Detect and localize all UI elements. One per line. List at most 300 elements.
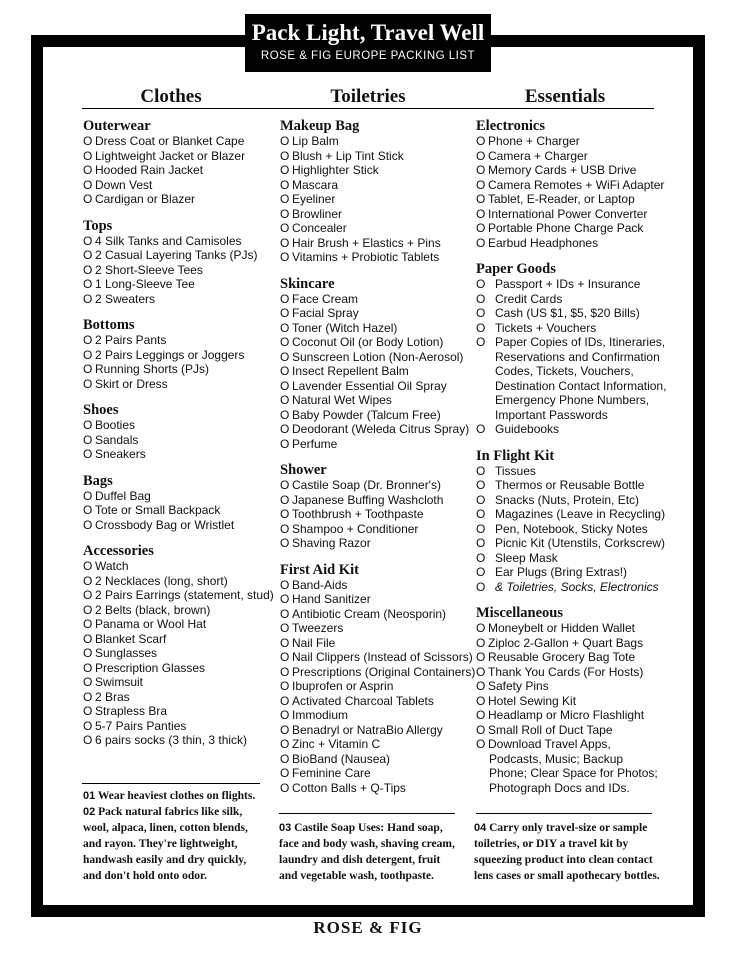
checkbox-icon: O [83, 733, 93, 747]
item-label: Immodium [292, 708, 349, 722]
item-label: Prescriptions (Original Containers) [292, 664, 476, 679]
checkbox-icon: O [476, 163, 486, 177]
item-label: Swimsuit [95, 675, 144, 689]
checklist [280, 478, 460, 551]
checklist [476, 621, 656, 737]
list-item [83, 277, 263, 292]
item-label: 5-7 Pairs Panties [95, 718, 187, 733]
checkbox-icon: O [476, 306, 486, 320]
checkbox-icon: O [476, 565, 486, 579]
item-label: 2 Casual Layering Tanks (PJs) [95, 248, 258, 262]
note-text: squeezing product into clean contact [474, 854, 653, 866]
checklist [280, 291, 470, 452]
item-label: Skirt or Dress [95, 376, 168, 391]
item-label: Tweezers [292, 621, 344, 635]
checkbox-icon: O [476, 277, 486, 291]
item-label: Toner (Witch Hazel) [292, 320, 398, 335]
checkbox-icon: O [476, 722, 486, 737]
note-line [83, 788, 263, 804]
item-label: Tissues [495, 463, 536, 478]
checkbox-icon: O [476, 291, 486, 306]
list-item [280, 737, 460, 752]
checkbox-icon: O [83, 262, 93, 277]
item-label: Activated Charcoal Tablets [292, 693, 434, 708]
list-item [83, 418, 263, 433]
checkbox-icon: O [476, 206, 486, 221]
checkbox-icon: O [83, 559, 93, 573]
checkbox-icon: O [83, 447, 93, 461]
list-item [280, 221, 460, 236]
checkbox-icon: O [280, 679, 290, 693]
item-label: Earbud Headphones [488, 235, 599, 250]
checkbox-icon: O [280, 407, 290, 422]
checkbox-icon: O [83, 248, 93, 262]
item-label: Nail File [292, 635, 336, 650]
section-title: Shoes [83, 402, 119, 418]
list-item [476, 177, 665, 193]
tip-note-4 [474, 820, 664, 884]
item-label: Benadryl or NatraBio Allergy [292, 722, 443, 737]
item-label: Cotton Balls + Q-Tips [292, 780, 406, 795]
section-miscellaneous [476, 605, 656, 795]
list-item [83, 489, 263, 504]
page-subtitle: ROSE & FIG EUROPE PACKING LIST [260, 50, 476, 62]
list-item [476, 221, 656, 236]
checkbox-icon: O [83, 277, 93, 291]
checkbox-icon: O [83, 503, 93, 517]
list-item [83, 348, 263, 363]
item-label: Snacks (Nuts, Protein, Etc) [495, 492, 640, 507]
note-number: 02 [83, 806, 96, 818]
checkbox-icon: O [83, 418, 93, 432]
checkbox-icon: O [83, 333, 93, 347]
item-label: Castile Soap (Dr. Bronner's) [292, 478, 442, 492]
checkbox-icon: O [280, 206, 290, 221]
checkbox-icon: O [83, 718, 93, 733]
checkbox-icon: O [83, 573, 93, 588]
item-label: Memory Cards + USB Drive [488, 163, 637, 177]
checkbox-icon: O [476, 550, 486, 565]
checkbox-icon: O [476, 221, 486, 235]
checkbox-icon: O [476, 192, 486, 206]
list-item [280, 408, 460, 423]
checkbox-icon: O [280, 235, 290, 250]
list-item [83, 503, 263, 518]
checkbox-icon: O [476, 148, 486, 163]
list-item [280, 636, 460, 651]
list-item [476, 134, 656, 149]
checkbox-icon: O [476, 177, 486, 192]
list-item [83, 178, 263, 193]
list-item [280, 694, 460, 709]
item-label: BioBand (Nausea) [292, 751, 391, 766]
note-text: and don't hold onto odor. [83, 870, 207, 882]
list-item [280, 134, 460, 149]
item-label: Hooded Rain Jacket [95, 163, 204, 177]
checklist [83, 333, 263, 391]
list-item [83, 292, 263, 307]
item-label: Lightweight Jacket or Blazer [95, 148, 246, 163]
item-label: Tote or Small Backpack [95, 503, 221, 517]
list-item [476, 163, 656, 178]
checkbox-icon: O [476, 635, 486, 650]
list-item [476, 335, 666, 350]
checkbox-icon: O [280, 221, 290, 235]
list-item [83, 433, 263, 448]
item-label: Hotel Sewing Kit [488, 693, 577, 708]
item-label: 1 Long-Sleeve Tee [95, 277, 195, 291]
checkbox-icon: O [280, 722, 290, 737]
list-item [280, 349, 464, 365]
toiletries-column [280, 118, 476, 806]
item-label: Magazines (Leave in Recycling) [495, 507, 666, 521]
section-outerwear [83, 118, 263, 207]
checkbox-icon: O [476, 579, 486, 594]
list-item [476, 723, 656, 738]
section-title: Bottoms [83, 317, 135, 333]
checkbox-icon: O [83, 631, 93, 646]
checkbox-icon: O [280, 592, 290, 606]
checkbox-icon: O [280, 577, 290, 592]
note-text: and rayon. They're lightweight, [83, 838, 238, 850]
list-item [476, 679, 656, 694]
item-label: 2 Pairs Earrings (statement, stud) [95, 588, 274, 602]
section-title: Accessories [83, 543, 154, 559]
list-item [476, 236, 656, 251]
item-label: Thermos or Reusable Bottle [495, 478, 645, 492]
item-label: Thank You Cards (For Hosts) [488, 664, 644, 679]
note-text: lens cases or small apothecary bottles. [474, 870, 660, 882]
section-shower [280, 462, 460, 551]
checkbox-icon: O [83, 148, 93, 163]
item-continuation: Podcasts, Music; Backup [489, 751, 624, 766]
checkbox-icon: O [83, 588, 93, 602]
checkbox-icon: O [280, 148, 290, 163]
section-first-aid-kit [280, 561, 476, 796]
checkbox-icon: O [476, 492, 486, 507]
list-item [83, 617, 263, 632]
section-title: Shower [280, 462, 327, 478]
item-label: Nail Clippers (Instead of Scissors) [292, 650, 473, 664]
checklist [83, 134, 263, 207]
checkbox-icon: O [280, 766, 290, 780]
item-label: Credit Cards [495, 291, 563, 306]
item-label: Sneakers [95, 447, 146, 461]
list-item [280, 192, 460, 207]
list-item [280, 650, 473, 665]
tip-note-1-2 [83, 788, 263, 884]
item-label: Reusable Grocery Bag Tote [488, 650, 636, 664]
section-bottoms [83, 317, 263, 391]
list-item [83, 675, 263, 690]
section-paper-goods [476, 261, 667, 437]
checkbox-icon: O [476, 320, 486, 335]
checklist [476, 463, 666, 580]
checkbox-icon: O [476, 507, 486, 521]
note-text: Wear heaviest clothes on flights. [97, 790, 256, 802]
section-title: Paper Goods [476, 261, 556, 277]
item-label: Vitamins + Probiotic Tablets [292, 250, 440, 264]
checkbox-icon: O [280, 163, 290, 177]
list-item [83, 632, 263, 647]
section-title: Makeup Bag [280, 118, 360, 134]
section-electronics [476, 118, 665, 250]
checklist [280, 134, 460, 265]
list-item [280, 664, 476, 680]
item-label: Sunscreen Lotion (Non-Aerosol) [292, 349, 464, 364]
checkbox-icon: O [83, 177, 93, 192]
checkbox-icon: O [280, 650, 290, 664]
item-label: Deodorant (Weleda Citrus Spray) [292, 422, 470, 436]
note-line [474, 820, 664, 836]
list-item [476, 621, 656, 636]
checkbox-icon: O [83, 704, 93, 718]
list-item [476, 708, 656, 723]
checkbox-icon: O [280, 751, 290, 766]
item-label: Baby Powder (Talcum Free) [292, 407, 441, 422]
note-number: 04 [474, 822, 487, 834]
item-label: Download Travel Apps, [488, 737, 611, 751]
item-continuation: Emergency Phone Numbers, [495, 393, 650, 407]
list-item [280, 306, 460, 321]
item-label: 4 Silk Tanks and Camisoles [95, 233, 242, 248]
item-label: Shaving Razor [292, 536, 371, 550]
item-label: Running Shorts (PJs) [95, 362, 210, 376]
list-item [280, 493, 460, 508]
checkbox-icon: O [476, 335, 486, 349]
checkbox-icon: O [83, 432, 93, 447]
item-label: & Toiletries, Socks, Electronics [495, 579, 659, 594]
checkbox-icon: O [280, 693, 290, 708]
list-item [476, 464, 656, 479]
item-label: Portable Phone Charge Pack [488, 221, 644, 235]
list-item [280, 393, 460, 408]
note-text: laundry and dish detergent, fruit [279, 854, 441, 866]
list-item [476, 478, 656, 493]
item-label: Japanese Buffing Washcloth [292, 492, 444, 507]
list-item [280, 478, 460, 493]
checkbox-icon: O [280, 134, 290, 148]
checkbox-icon: O [280, 780, 290, 795]
list-item [280, 752, 460, 767]
checkbox-icon: O [83, 192, 93, 206]
section-tops [83, 218, 263, 307]
checklist [280, 577, 476, 796]
checkbox-icon: O [83, 517, 93, 532]
checkbox-icon: O [280, 737, 290, 751]
checkbox-icon: O [280, 177, 290, 192]
list-item [476, 536, 666, 551]
list-item [280, 250, 460, 265]
item-label: Mascara [292, 177, 339, 192]
checkbox-icon: O [476, 521, 486, 536]
essentials-column [476, 118, 667, 806]
checkbox-icon: O [83, 376, 93, 391]
section-title: Electronics [476, 118, 545, 134]
item-label: 2 Sweaters [95, 291, 156, 306]
section-skincare [280, 275, 470, 452]
item-continuation: Destination Contact Information, [495, 378, 667, 393]
item-label: Band-Aids [292, 577, 348, 592]
list-item [280, 679, 460, 694]
section-title: Miscellaneous [476, 605, 563, 621]
item-continuation: Important Passwords [495, 407, 608, 422]
item-label: Eyeliner [292, 192, 336, 206]
list-item [280, 723, 460, 738]
note-text: wool, alpaca, linen, cotton blends, [83, 822, 248, 834]
item-label: Pen, Notebook, Sticky Notes [495, 521, 648, 536]
list-item [280, 607, 460, 622]
item-label: Picnic Kit (Utenstils, Corkscrew) [495, 536, 666, 550]
checkbox-icon: O [280, 507, 290, 521]
item-label: Natural Wet Wipes [292, 393, 392, 407]
section-accessories [83, 543, 274, 748]
list-item [83, 149, 263, 164]
list-item [280, 236, 460, 251]
section-title: Tops [83, 217, 113, 234]
checkbox-icon: O [476, 235, 486, 250]
list-item [280, 507, 460, 522]
list-item [83, 574, 263, 589]
list-item [83, 733, 263, 748]
list-item [476, 665, 656, 680]
checkbox-icon: O [476, 422, 486, 436]
item-label: Camera Remotes + WiFi Adapter [488, 177, 665, 192]
checkbox-icon: O [280, 664, 290, 679]
item-label: Cardigan or Blazer [95, 192, 196, 206]
column-heading-toiletries: Toiletries [330, 86, 406, 107]
list-item [280, 536, 460, 551]
list-item [476, 522, 656, 537]
list-item [476, 565, 656, 580]
list-item [280, 578, 460, 593]
item-label: Feminine Care [292, 766, 371, 780]
item-label: 2 Pairs Pants [95, 333, 167, 347]
list-item [280, 621, 460, 636]
list-item [476, 292, 656, 307]
list-item [280, 379, 460, 394]
item-label: Ear Plugs (Bring Extras!) [495, 565, 628, 579]
list-item [476, 737, 656, 752]
checkbox-icon: O [83, 163, 93, 177]
item-label: Blush + Lip Tint Stick [292, 148, 404, 163]
item-label: Tickets + Vouchers [495, 320, 597, 335]
checkbox-icon: O [280, 621, 290, 635]
list-item [83, 559, 263, 574]
note-text: Castile Soap Uses: Hand soap, [294, 822, 443, 834]
checkbox-icon: O [280, 192, 290, 206]
item-label: Guidebooks [495, 422, 560, 436]
list-item [476, 306, 656, 321]
checkbox-icon: O [280, 606, 290, 621]
checklist [83, 418, 263, 462]
item-label: Lip Balm [292, 134, 339, 148]
list-item [83, 263, 263, 278]
checkbox-icon: O [83, 488, 93, 503]
list-item [280, 422, 470, 437]
checkbox-icon: O [476, 737, 486, 751]
item-label: Tablet, E-Reader, or Laptop [488, 192, 635, 206]
list-item [476, 694, 656, 709]
checkbox-icon: O [83, 602, 93, 617]
note-text: face and body wash, shaving cream, [279, 838, 455, 850]
list-item [476, 149, 656, 164]
section-title: Skincare [280, 275, 335, 292]
checkbox-icon: O [280, 436, 290, 451]
checkbox-icon: O [476, 621, 486, 635]
checkbox-icon: O [476, 134, 486, 148]
list-item [476, 422, 656, 437]
list-item [83, 362, 263, 377]
list-item [83, 690, 263, 705]
section-shoes [83, 402, 263, 462]
item-label: Browliner [292, 206, 343, 221]
item-continuation: Codes, Tickets, Vouchers, [495, 364, 634, 378]
item-label: Headlamp or Micro Flashlight [488, 708, 645, 722]
checkbox-icon: O [280, 393, 290, 407]
list-item [83, 447, 263, 462]
column-heading-clothes: Clothes [140, 86, 202, 107]
list-item [476, 321, 656, 336]
list-item [280, 364, 460, 379]
checkbox-icon: O [476, 463, 486, 478]
list-item [476, 579, 659, 595]
item-label: Down Vest [95, 177, 153, 192]
checkbox-icon: O [83, 689, 93, 704]
list-item [83, 518, 263, 533]
note-text: handwash easily and dry quickly, [83, 854, 247, 866]
list-item [83, 333, 263, 348]
checkbox-icon: O [280, 521, 290, 536]
checkbox-icon: O [280, 708, 290, 722]
checkbox-icon: O [280, 250, 290, 264]
list-item [83, 588, 274, 603]
checkbox-icon: O [280, 635, 290, 650]
item-label: Face Cream [292, 291, 359, 306]
checkbox-icon: O [83, 660, 93, 675]
item-label: Paper Copies of IDs, Itineraries, [495, 335, 666, 349]
list-item [83, 377, 263, 392]
item-label: Dress Coat or Blanket Cape [95, 134, 245, 148]
item-continuation: Phone; Clear Space for Photos; [489, 766, 658, 780]
list-item [280, 163, 460, 178]
item-label: Hair Brush + Elastics + Pins [292, 235, 441, 250]
item-label: Perfume [292, 436, 338, 451]
checklist [83, 234, 263, 307]
note-divider [279, 813, 455, 814]
title-banner [245, 14, 491, 72]
item-label: 6 pairs socks (3 thin, 3 thick) [95, 733, 248, 747]
item-label: Sleep Mask [495, 550, 558, 565]
item-continuation: Photograph Docs and IDs. [489, 780, 630, 795]
note-text: and vegetable wash, toothpaste. [279, 870, 434, 882]
item-label: Zinc + Vitamin C [292, 737, 381, 751]
item-label: Booties [95, 418, 136, 432]
checkbox-icon: O [476, 679, 486, 693]
list-item [476, 277, 656, 292]
list-item [83, 646, 263, 661]
item-label: 2 Belts (black, brown) [95, 602, 211, 617]
checkbox-icon: O [83, 646, 93, 660]
list-item [280, 178, 460, 193]
list-item [83, 234, 263, 249]
item-label: Passport + IDs + Insurance [495, 277, 641, 291]
checklist [476, 134, 665, 250]
item-label: Sandals [95, 432, 139, 447]
item-label: Antibiotic Cream (Neosporin) [292, 606, 447, 621]
section-title: In Flight Kit [476, 447, 555, 464]
item-label: Toothbrush + Toothpaste [292, 507, 424, 521]
